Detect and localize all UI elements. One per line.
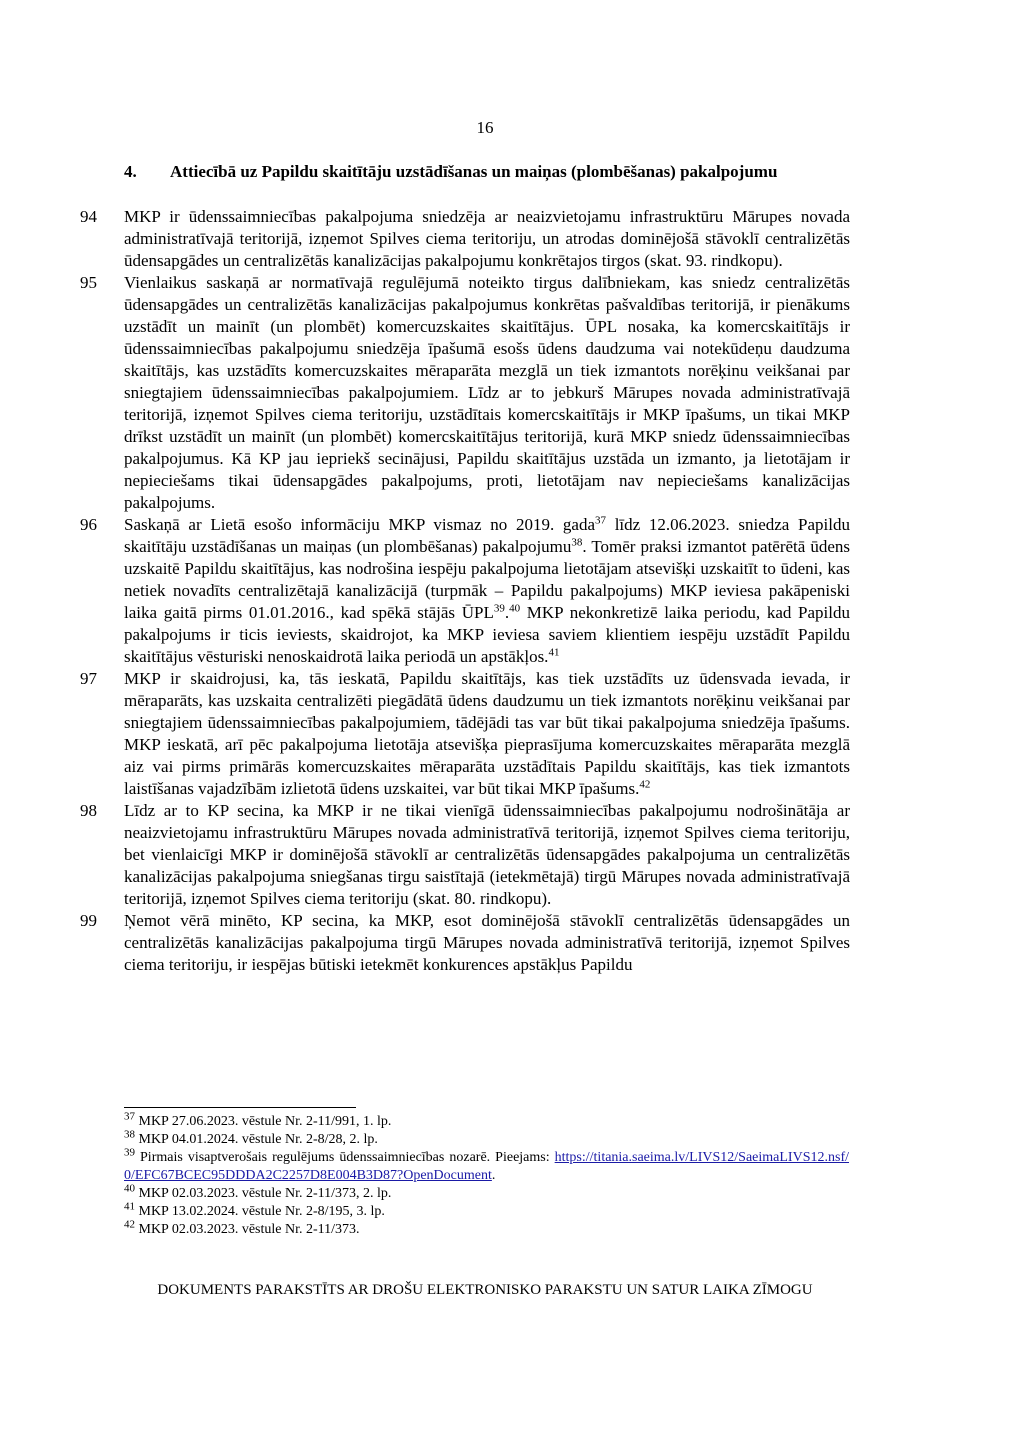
footnote-38: $^{38}$ MKP 04.01.2024. vēstule Nr. 2-8/28, 2. lp. (124, 1128, 378, 1147)
footnote-ref[interactable]: 37 (595, 514, 606, 527)
paragraph-99 (80, 910, 850, 976)
paragraph-number: 94 (80, 207, 97, 226)
paragraph-text: Ņemot vērā minēto, KP secina, ka MKP, esot dominējošā stāvoklī centralizētās ūdensapgādes un centralizētās kanalizācijas pakalpojuma tirgū Mārupes novada administratīvā teritorijā, izņemot Spilves ciema teritoriju, ir iespējas būtiski ietekmēt konkurences apstākļus Papildu (124, 911, 850, 974)
footnote-ref[interactable]: 42 (639, 778, 651, 791)
document-body (80, 206, 850, 976)
paragraph-98 (80, 800, 850, 910)
section-number: 4. (124, 162, 137, 181)
section-heading (124, 162, 849, 182)
paragraph-text: Vienlaikus saskaņā ar normatīvajā regulējumā noteikto tirgus dalībniekam, kas sniedz centralizētās ūdensapgādes un centralizētās kanalizācijas pakalpojumus konkrētas pašvaldības teritorijā, ir pienākums uzstādīt un mainīt (un plombēt) komercuzskaites skaitītājus. ŪPL nosaka, ka komercskaitītājs ir ūdenssaimniecības pakalpojumu sniedzēja īpašumā esošs ūdens daudzuma vai notekūdeņu daudzuma skaitītājs, kas uzstādīts komercuzskaites mēraparāta mezglā un tiek izmantots norēķinu veikšanai par sniegtajiem ūdenssaimniecības pakalpojumiem. Līdz ar to jebkurš Mārupes novada administratīvajā teritorijā, izņemot Spilves ciema teritoriju, uzstādītais komercskaitītājs ir MKP īpašums, un tikai MKP drīkst uzstādīt un mainīt (un plombēt) komercskaitītājus teritorijā, kurā MKP sniedz ūdenssaimniecības pakalpojumus. Kā KP jau iepriekš secinājusi, Papildu skaitītājus uzstāda un izmanto, ja lietotājam ir nepieciešams tikai ūdensapgādes pakalpojums, proti, lietotājam nav nepieciešams kanalizācijas pakalpojums. (124, 273, 850, 512)
footnote-ref[interactable]: 40 (509, 602, 521, 615)
footnotes (124, 1110, 849, 1239)
footnote-ref[interactable]: 39 (493, 602, 505, 615)
paragraph-number: 98 (80, 801, 97, 820)
paragraph-97 (80, 668, 850, 800)
footnote-divider (124, 1107, 356, 1108)
paragraph-number: 96 (80, 515, 97, 534)
paragraph-number: 95 (80, 273, 97, 292)
paragraph-text: MKP ir skaidrojusi, ka, tās ieskatā, Papildu skaitītājs, kas tiek uzstādīts uz ūdensvada ievada, ir mēraparāts, kas uzskaita centralizēti piegādātā ūdens daudzumu un tiek izmantots norēķinu veikšanai par sniegtajiem ūdenssaimniecības pakalpojumiem, tādējādi tas var būt tikai pakalpojuma sniedzēja īpašums. MKP ieskatā, arī pēc pakalpojuma lietotāja atsevišķa pieprasījuma komercuzskaites mēraparāta mezglā aiz vai pirms primārās komercuzskaites mēraparāta uzstādītais Papildu skaitītājs, kas tiek izmantots laistīšanas vajadzībām izlietotā ūdens uzskaitei, var būt tikai MKP īpašums.$^{42}$ (124, 669, 850, 798)
paragraph-text: MKP ir ūdenssaimniecības pakalpojuma sniedzēja ar neaizvietojamu infrastruktūru Mārupes novada administratīvajā teritorijā, izņemot Spilves ciema teritoriju, un atrodas dominējošā stāvoklī centralizētās ūdensapgādes un centralizētās kanalizācijas pakalpojumu konkrētajos tirgos (skat. 93. rindkopu). (124, 207, 850, 270)
footnote-link[interactable]: https://titania.saeima.lv/LIVS12/SaeimaLIVS12.nsf/0/EFC67BCEC95DDDA2C2257D8E004B3D87?OpenDocument (124, 1150, 849, 1183)
paragraph-text: Līdz ar to KP secina, ka MKP ir ne tikai vienīgā ūdenssaimniecības pakalpojumu nodrošinātāja ar neaizvietojamu infrastruktūru Mārupes novada administratīvā teritorijā, izņemot Spilves ciema teritoriju, bet vienlaicīgi MKP ir dominējošā stāvoklī ar centralizētās ūdensapgādes pakalpojuma un centralizētās kanalizācijas pakalpojuma sniegšanas tirgu saistītajā (ietekmētajā) tirgū Mārupes novada administratīvajā teritorijā, izņemot Spilves ciema teritoriju (skat. 80. rindkopu). (124, 801, 850, 908)
paragraph-number: 97 (80, 669, 97, 688)
paragraph-number: 99 (80, 911, 97, 930)
page-number: 16 (476, 118, 494, 137)
footnote-41: $^{41}$ MKP 13.02.2024. vēstule Nr. 2-8/195, 3. lp. (124, 1200, 385, 1219)
paragraph-96 (80, 514, 850, 668)
footnote-40: $^{40}$ MKP 02.03.2023. vēstule Nr. 2-11/373, 2. lp. (124, 1182, 392, 1201)
paragraph-95 (80, 272, 850, 514)
signature-footer: DOKUMENTS PARAKSTĪTS AR DROŠU ELEKTRONISKO PARAKSTU UN SATUR LAIKA ZĪMOGU (157, 1282, 813, 1298)
footnote-39: $^{39}$ Pirmais visaptverošais regulējums ūdenssaimniecības nozarē. Pieejams: https://titania.saeima.lv/LIVS12/SaeimaLIVS12.nsf/0/EFC67BCEC95DDDA2C2257D8E004B3D87?OpenDocument. (124, 1146, 849, 1183)
paragraph-94 (80, 206, 850, 272)
footnote-ref[interactable]: 41 (548, 646, 560, 659)
section-title: Attiecībā uz Papildu skaitītāju uzstādīšanas un maiņas (plombēšanas) pakalpojumu (170, 162, 778, 181)
footnote-37: $^{37}$ MKP 27.06.2023. vēstule Nr. 2-11/991, 1. lp. (124, 1110, 392, 1129)
footnote-ref[interactable]: 38 (571, 536, 583, 549)
footnote-42: $^{42}$ MKP 02.03.2023. vēstule Nr. 2-11/373. (124, 1218, 360, 1237)
paragraph-text: Saskaņā ar Lietā esošo informāciju MKP vismaz no 2019. gada$^{37}$ līdz 12.06.2023. sniedza Papildu skaitītāju uzstādīšanas un maiņas (un plombēšanas) pakalpojumu$^{38}$. Tomēr praksi izmantot patērētā ūdens uzskaitē Papildu skaitītājus, kas nodrošina iespēju pakalpojuma lietotājam atsevišķi uzskaitīt to ūdeni, kas netiek novadīts centralizētajā kanalizācijā (turpmāk – Papildu pakalpojums) MKP ieviesa pakāpeniski laika gaitā pirms 01.01.2016., kad spēkā stājās ŪPL$^{39}$.$^{40}$ MKP nekonkretizē laika periodu, kad Papildu pakalpojums ir ticis ieviests, skaidrojot, ka MKP ieviesa saviem klientiem iespēju uzstādīt Papildu skaitītājus vēsturiski nenoskaidrotā laika periodā un apstākļos.$^{41}$ (124, 514, 851, 666)
